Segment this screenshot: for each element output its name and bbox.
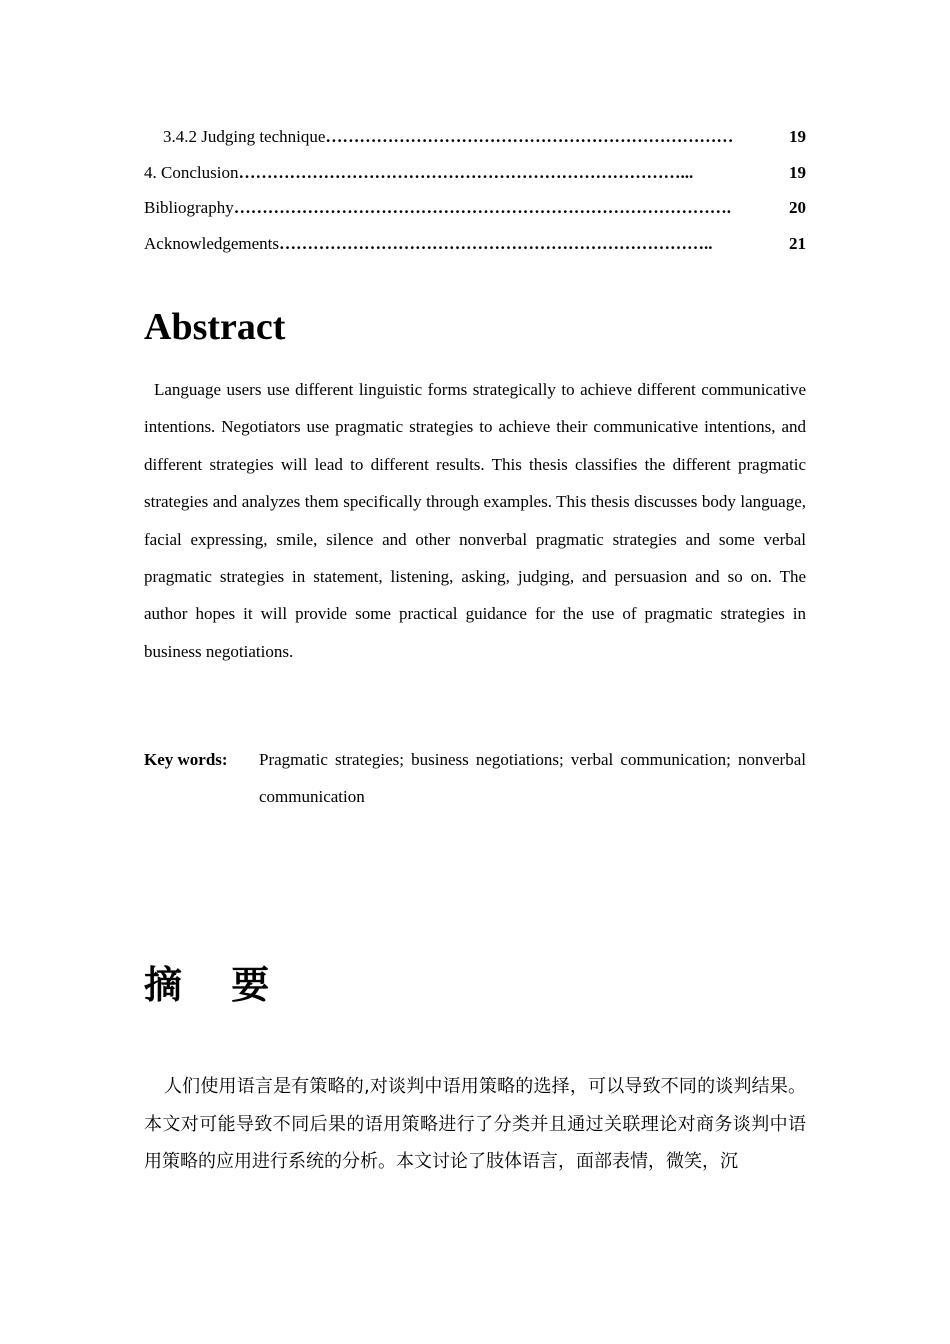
chinese-abstract-heading: 摘 要 <box>144 963 288 1007</box>
toc-entry-page: 19 <box>789 162 806 182</box>
toc-entry-leader: ……………………………………………………………………... <box>238 162 694 182</box>
toc-entry-page: 19 <box>789 127 806 146</box>
abstract-heading: Abstract <box>144 306 286 348</box>
toc-entry[interactable] <box>144 124 806 160</box>
keywords-text: Pragmatic strategies; business negotiations; verbal communication; nonverbal communication <box>259 750 806 807</box>
toc-entry-leader: ………………………………………………………………….. <box>279 233 713 253</box>
keywords-label: Key words: <box>144 750 228 769</box>
toc-entry-title: 3.4.2 Judging technique <box>163 127 326 146</box>
toc-entry[interactable] <box>144 195 806 231</box>
chinese-abstract-body: 人们使用语言是有策略的,对谈判中语用策略的选择，可以导致不同的谈判结果。本文对可能导致不同后果的语用策略进行了分类并且通过关联理论对商务谈判中语用策略的应用进行系统的分析。本文讨论了肢体语言，面部表情，微笑，沉 <box>144 1076 806 1172</box>
keywords <box>144 741 806 816</box>
toc-entry-leader: ……………………………………………………………………………. <box>233 198 731 217</box>
toc-entry-title: Acknowledgements <box>144 233 280 253</box>
toc-entry-page: 20 <box>789 198 806 217</box>
toc-entry-title: Bibliography <box>144 198 234 217</box>
toc-entry[interactable] <box>144 231 806 267</box>
toc-entry[interactable] <box>144 160 806 196</box>
toc-entry-leader: ……………………………………………………………… <box>325 127 734 146</box>
toc-entry-page: 21 <box>789 233 806 253</box>
table-of-contents <box>144 124 806 266</box>
toc-entry-title: 4. Conclusion <box>144 162 239 182</box>
abstract-body: Language users use different linguistic forms strategically to achieve different communicative intentions. Negotiators use pragmatic strategies to achieve their communicative intentions, and different strategies will lead to different results. This thesis classifies the different pragmatic strategies and analyzes them specifically through examples. This thesis discusses body language, facial expressing, smile, silence and other nonverbal pragmatic strategies and some verbal pragmatic strategies in statement, listening, asking, judging, and persuasion and so on. The author hopes it will provide some practical guidance for the use of pragmatic strategies in business negotiations. <box>144 380 806 661</box>
